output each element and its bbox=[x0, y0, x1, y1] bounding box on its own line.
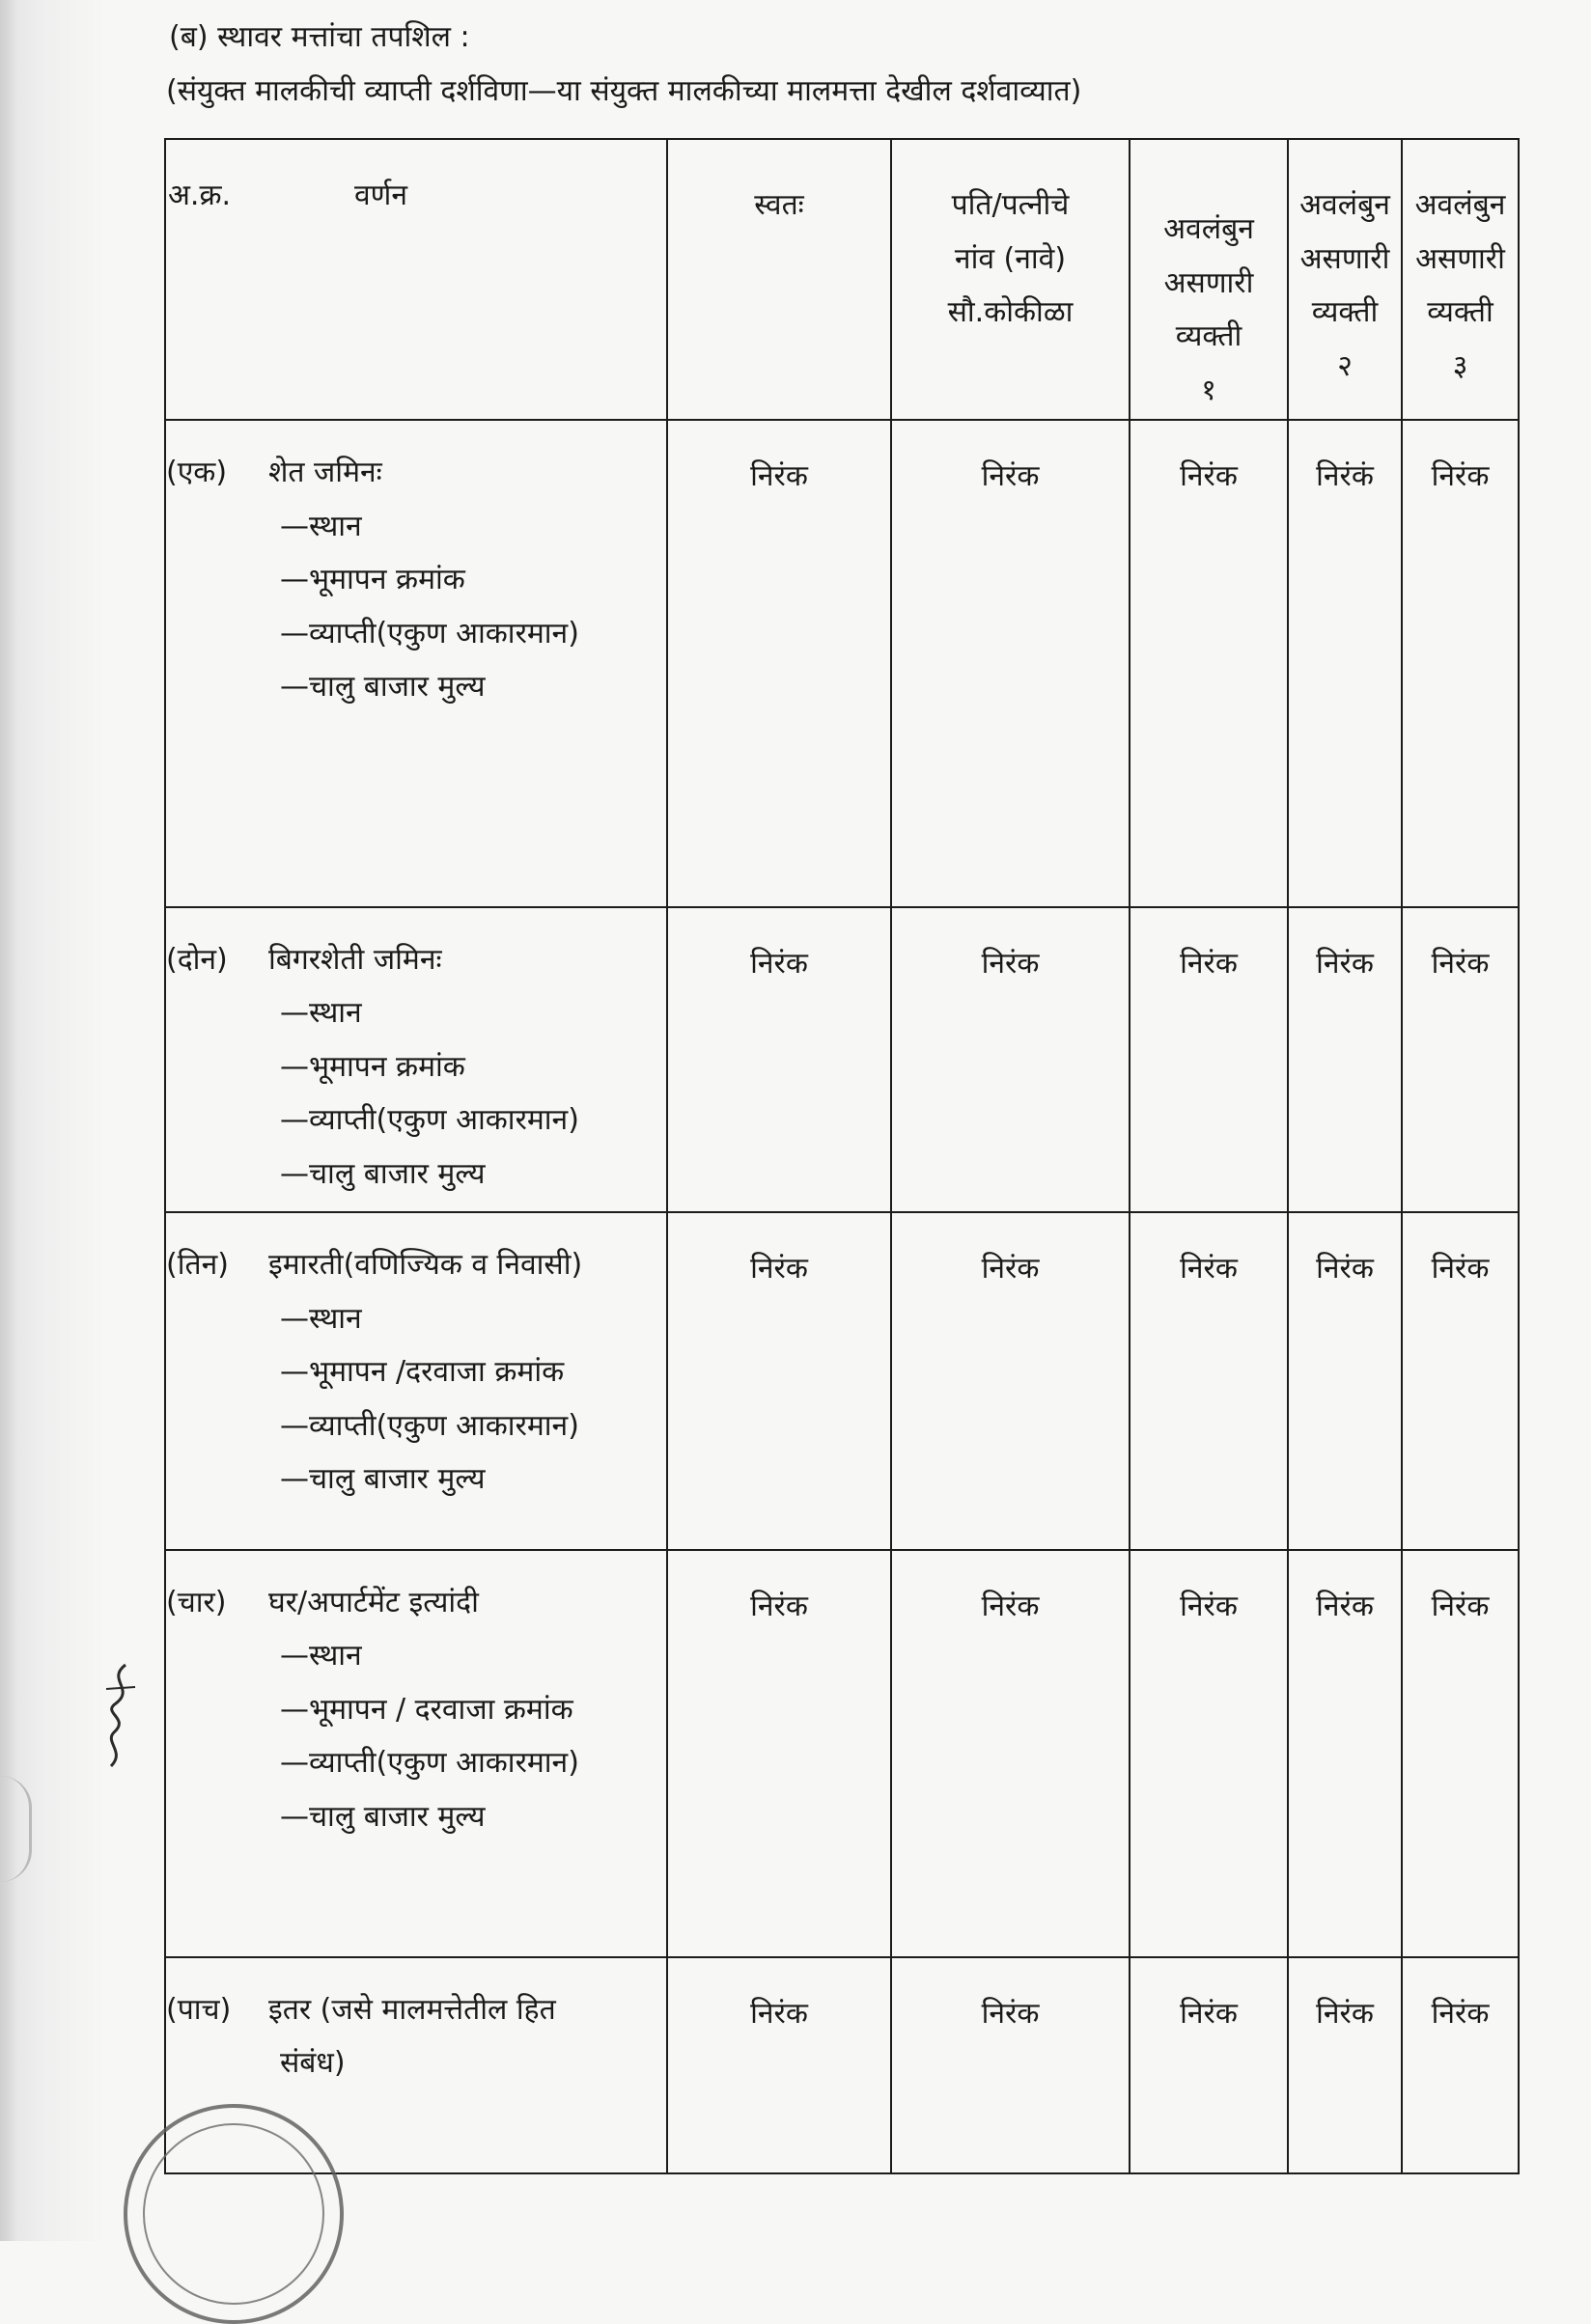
header-serial: अ.क्र. bbox=[168, 179, 232, 212]
header-dep1-num: १ bbox=[1201, 373, 1216, 407]
sub-item: —चालु बाजार मुल्य bbox=[280, 670, 486, 705]
row-label bbox=[166, 1238, 666, 1292]
value-dependent-2: निरंक bbox=[1288, 1957, 1402, 2173]
row-label bbox=[166, 1983, 666, 2037]
value-dependent-2: निरंक bbox=[1288, 1550, 1402, 1957]
sub-item: —स्थान bbox=[280, 1301, 362, 1336]
value-dependent-3: निरंक bbox=[1402, 420, 1519, 906]
header-dependent-1 bbox=[1130, 139, 1288, 420]
value-dependent-3: निरंक bbox=[1402, 1957, 1519, 2173]
sub-item: —व्याप्ती(एकुण आकारमान) bbox=[280, 1408, 579, 1443]
header-dep1-line1: अवलंबुन bbox=[1163, 212, 1254, 246]
value-dependent-3: निरंक bbox=[1402, 1212, 1519, 1550]
sub-item: संबंध) bbox=[280, 2046, 346, 2081]
row-description bbox=[165, 1212, 667, 1550]
row-sub-items bbox=[166, 1292, 666, 1507]
value-self: निरंक bbox=[667, 907, 891, 1213]
value-spouse: निरंक bbox=[891, 420, 1130, 906]
sub-item: —स्थान bbox=[280, 996, 362, 1031]
sub-item: —भूमापन क्रमांक bbox=[280, 1049, 465, 1084]
value-spouse: निरंक bbox=[891, 1550, 1130, 1957]
row-label bbox=[166, 446, 666, 500]
table-header-row bbox=[165, 139, 1519, 420]
value-dependent-1: निरंक bbox=[1130, 420, 1288, 906]
sub-item: —चालु बाजार मुल्य bbox=[280, 1156, 486, 1191]
header-dep2-line1: अवलंबुन bbox=[1299, 188, 1390, 222]
sub-item: —भूमापन /दरवाजा क्रमांक bbox=[280, 1355, 565, 1390]
value-dependent-3: निरंक bbox=[1402, 907, 1519, 1213]
sub-item: —व्याप्ती(एकुण आकारमान) bbox=[280, 616, 579, 650]
header-self bbox=[667, 139, 891, 420]
table-row bbox=[165, 1957, 1519, 2173]
table-row bbox=[165, 907, 1519, 1213]
header-dep2-num: २ bbox=[1337, 348, 1353, 383]
row-description bbox=[165, 907, 667, 1213]
header-spouse-line3: सौ.कोकीळा bbox=[947, 295, 1074, 329]
value-dependent-3: निरंक bbox=[1402, 1550, 1519, 1957]
header-dep3-line3: व्यक्ती bbox=[1427, 295, 1493, 329]
header-dependent-3 bbox=[1402, 139, 1519, 420]
row-number: (चार) bbox=[166, 1585, 227, 1619]
value-dependent-2: निरंकं bbox=[1288, 420, 1402, 906]
sub-item: —व्याप्ती(एकुण आकारमान) bbox=[280, 1103, 579, 1138]
row-title: शेत जमिनः bbox=[268, 456, 382, 490]
value-dependent-1: निरंक bbox=[1130, 1550, 1288, 1957]
row-number: (दोन) bbox=[166, 942, 228, 977]
section-subtitle: (संयुक्त मालकीची व्याप्ती दर्शविणा—या संयुक्त मालकीच्या मालमत्ता देखील दर्शवाव्यात) bbox=[166, 74, 1082, 108]
value-dependent-1: निरंक bbox=[1130, 1957, 1288, 2173]
row-label bbox=[166, 1576, 666, 1630]
value-dependent-2: निरंक bbox=[1288, 1212, 1402, 1550]
header-spouse bbox=[891, 139, 1130, 420]
value-spouse: निरंक bbox=[891, 907, 1130, 1213]
sub-item: —स्थान bbox=[280, 1639, 362, 1674]
table-row bbox=[165, 1550, 1519, 1957]
table-row bbox=[165, 1212, 1519, 1550]
immovable-assets-table bbox=[164, 138, 1520, 2174]
sub-item: —भूमापन क्रमांक bbox=[280, 563, 465, 597]
value-dependent-2: निरंक bbox=[1288, 907, 1402, 1213]
sub-item: —व्याप्ती(एकुण आकारमान) bbox=[280, 1746, 579, 1781]
row-sub-items bbox=[166, 500, 666, 714]
row-number: (पाच) bbox=[166, 1992, 232, 2027]
header-spouse-line1: पति/पत्नीचे bbox=[951, 188, 1070, 222]
sub-item: —चालु बाजार मुल्य bbox=[280, 1462, 486, 1497]
row-title: बिगरशेती जमिनः bbox=[268, 942, 442, 977]
sub-item: —भूमापन / दरवाजा क्रमांक bbox=[280, 1692, 573, 1727]
row-sub-items bbox=[166, 2036, 666, 2090]
header-dep3-line1: अवलंबुन bbox=[1414, 188, 1506, 222]
header-dep1-line3: व्यक्ती bbox=[1175, 319, 1242, 353]
row-sub-items bbox=[166, 1629, 666, 1843]
row-description bbox=[165, 420, 667, 906]
header-spouse-line2: नांव (नावे) bbox=[954, 241, 1067, 276]
header-dependent-2 bbox=[1288, 139, 1402, 420]
header-description bbox=[165, 139, 667, 420]
header-self-label: स्वतः bbox=[754, 188, 804, 222]
table-row bbox=[165, 420, 1519, 906]
header-dep1-line2: असणारी bbox=[1163, 265, 1254, 300]
value-spouse: निरंक bbox=[891, 1957, 1130, 2173]
signature-scribble bbox=[87, 1660, 154, 1776]
sub-item: —चालु बाजार मुल्य bbox=[280, 1799, 486, 1834]
scan-fold bbox=[0, 0, 17, 2241]
value-dependent-1: निरंक bbox=[1130, 1212, 1288, 1550]
header-dep2-line3: व्यक्ती bbox=[1311, 295, 1379, 329]
row-title: इमारती(वणिज्यिक व निवासी) bbox=[268, 1248, 583, 1283]
header-dep2-line2: असणारी bbox=[1299, 241, 1390, 276]
row-number: (एक) bbox=[166, 456, 228, 490]
value-self: निरंक bbox=[667, 420, 891, 906]
value-dependent-1: निरंक bbox=[1130, 907, 1288, 1213]
header-description-label: वर्णन bbox=[354, 179, 408, 212]
value-self: निरंक bbox=[667, 1550, 891, 1957]
row-number: (तिन) bbox=[166, 1248, 229, 1283]
edge-stamp-mark bbox=[0, 1776, 32, 1882]
row-title: इतर (जसे मालमत्तेतील हित bbox=[268, 1992, 556, 2027]
header-dep3-num: ३ bbox=[1452, 348, 1468, 383]
row-description bbox=[165, 1550, 667, 1957]
header-dep3-line2: असणारी bbox=[1415, 241, 1505, 276]
section-title: (ब) स्थावर मत्तांचा तपशिल : bbox=[169, 20, 470, 54]
value-self: निरंक bbox=[667, 1212, 891, 1550]
row-sub-items bbox=[166, 986, 666, 1201]
row-title: घर/अपार्टमेंट इत्यांदी bbox=[268, 1585, 479, 1619]
office-seal-stamp bbox=[124, 2104, 344, 2324]
value-spouse: निरंक bbox=[891, 1212, 1130, 1550]
row-label bbox=[166, 933, 666, 987]
sub-item: —स्थान bbox=[280, 509, 362, 543]
value-self: निरंक bbox=[667, 1957, 891, 2173]
